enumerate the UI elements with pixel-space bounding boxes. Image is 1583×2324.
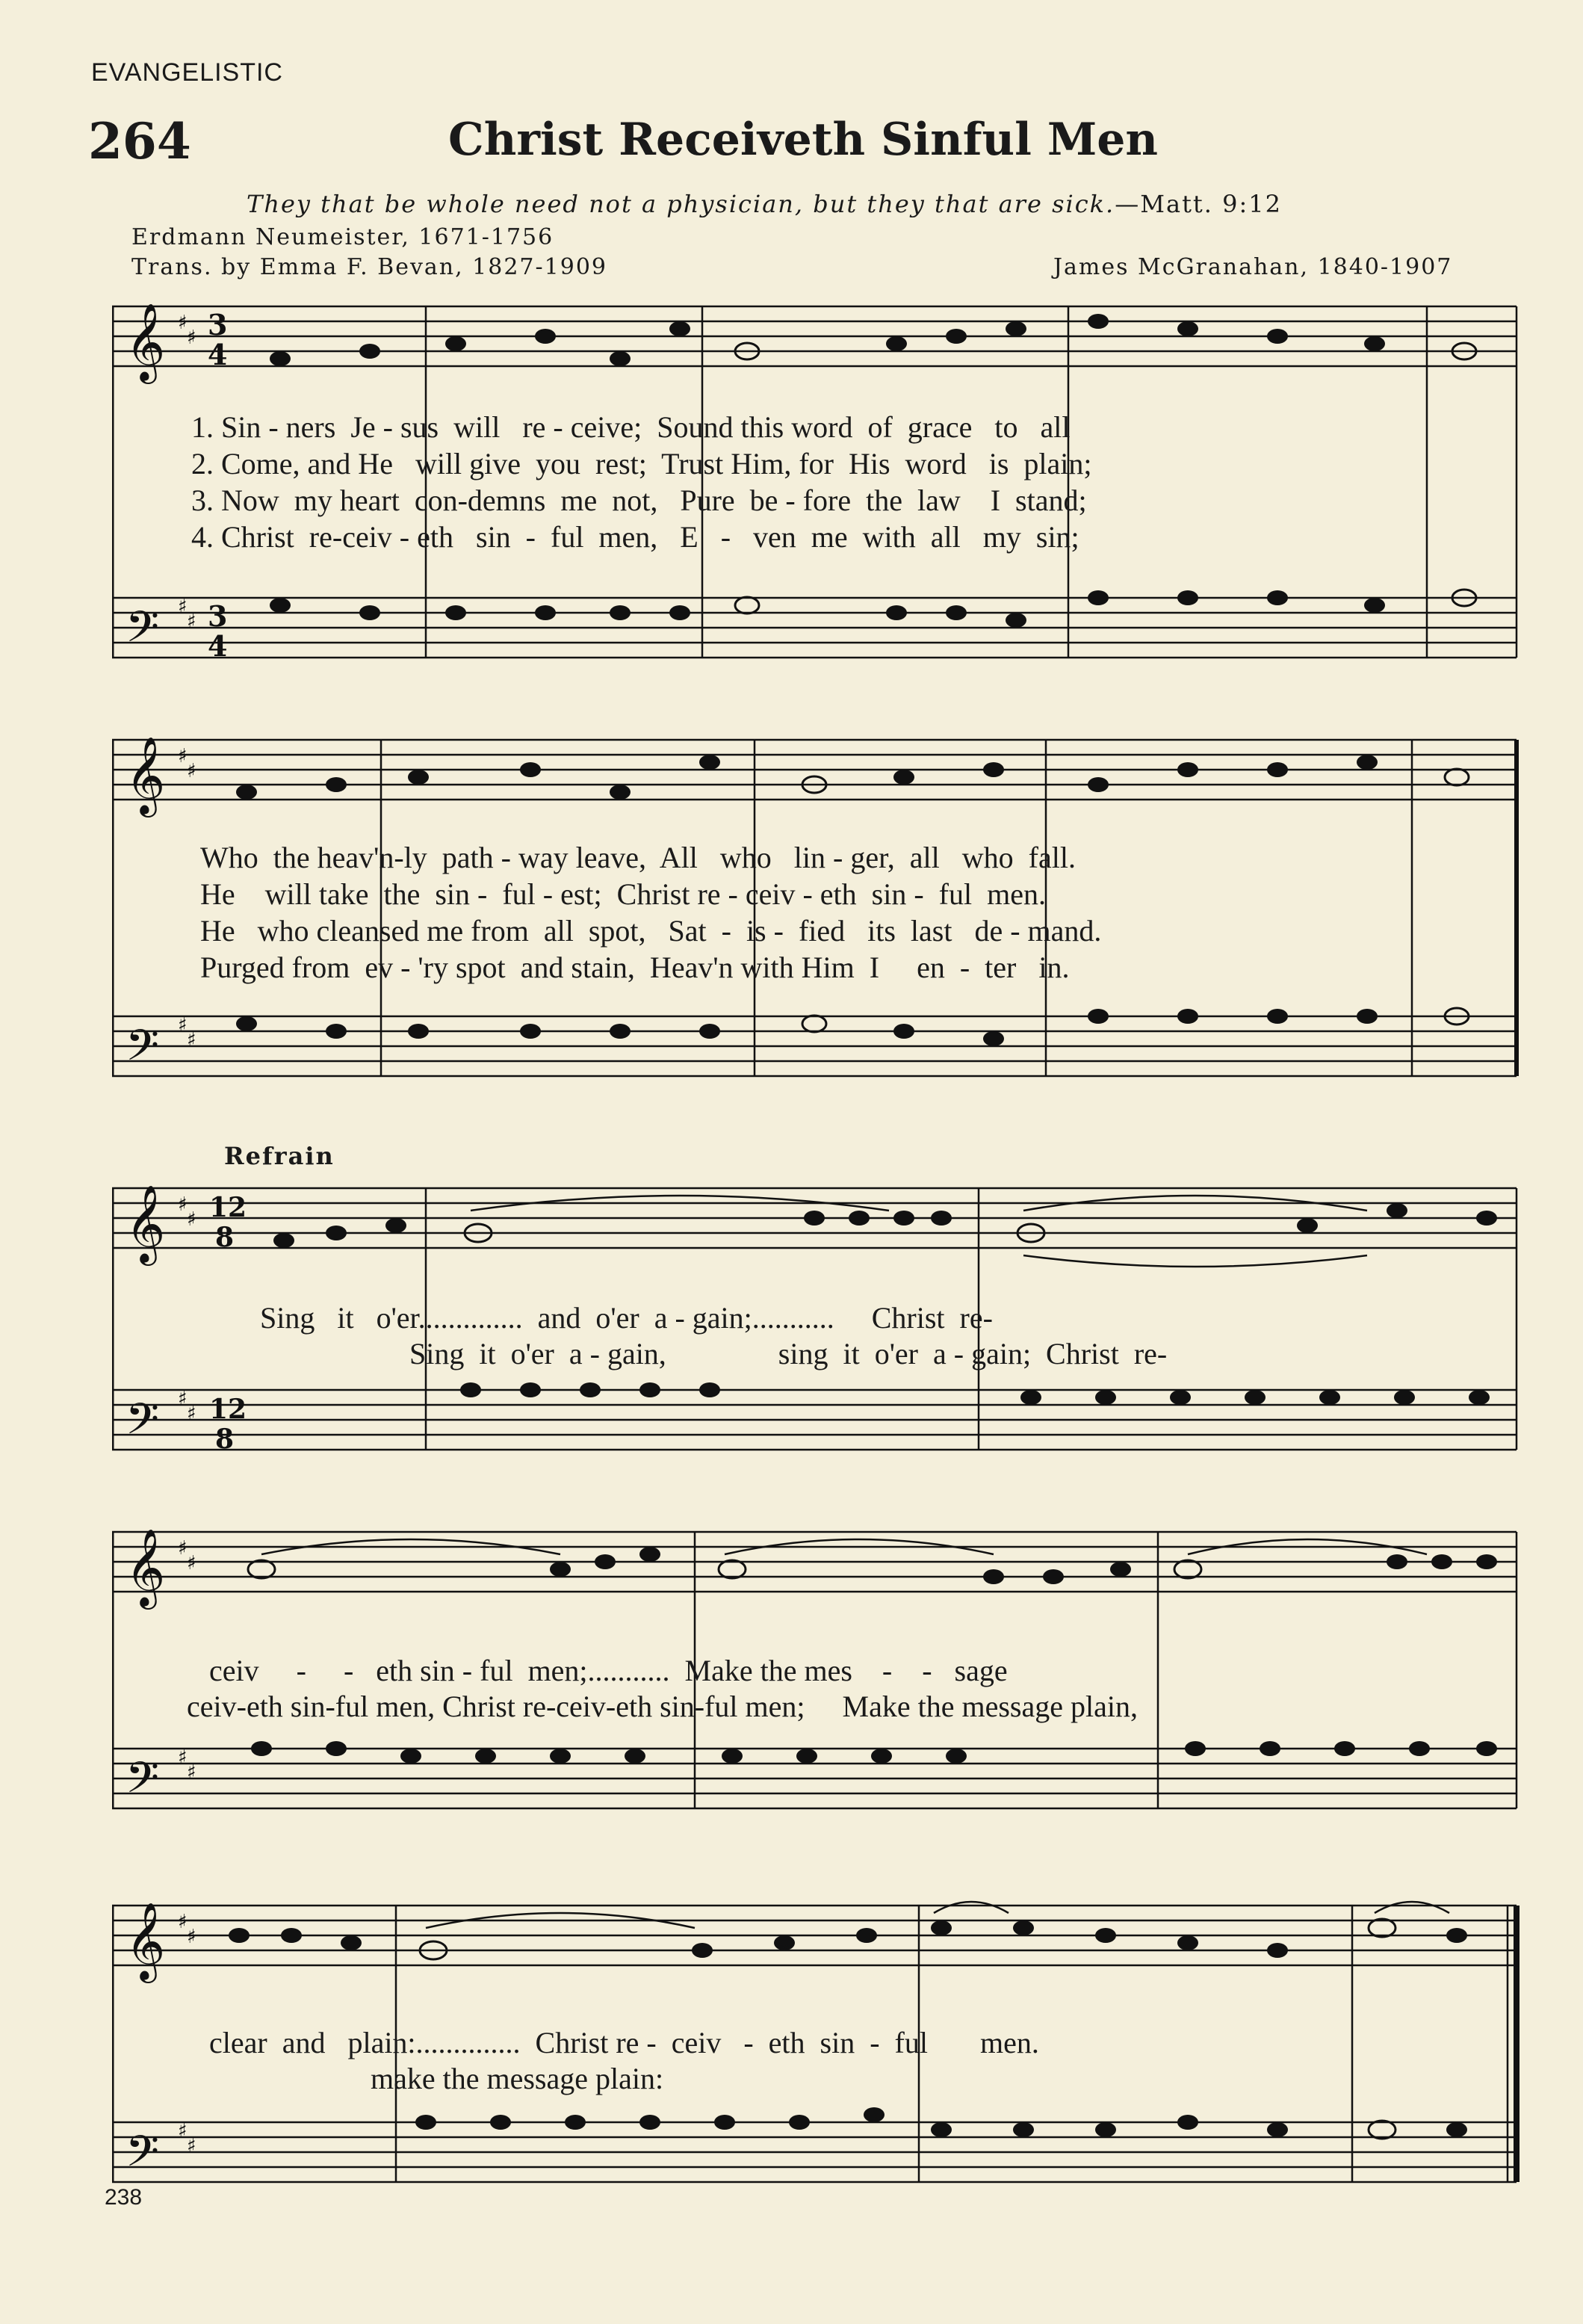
verse-2-line-1: 2. Come, and He will give you rest; Trust Him, for His word is plain; — [191, 447, 1092, 480]
svg-text:♯: ♯ — [187, 327, 196, 349]
refrain-line-3-lower: make the message plain: — [371, 2062, 664, 2095]
svg-text:♯: ♯ — [178, 596, 188, 618]
svg-text:♯: ♯ — [178, 1193, 188, 1216]
verse-2-line-2: He will take the sin - ful - est; Christ re - ceiv - eth sin - ful men. — [200, 877, 1046, 911]
svg-text:♯: ♯ — [178, 312, 188, 334]
svg-text:𝄞: 𝄞 — [126, 1902, 166, 1980]
svg-text:♯: ♯ — [187, 2135, 196, 2157]
svg-text:♯: ♯ — [187, 611, 196, 633]
svg-text:𝄢: 𝄢 — [126, 1752, 160, 1814]
music-system-2 — [112, 717, 1531, 1106]
svg-text:8: 8 — [215, 1222, 235, 1253]
refrain-line-1-lower: Sing it o'er a - gain, sing it o'er a - gain; Christ re- — [409, 1337, 1168, 1370]
refrain-line-2-lower: ceiv-eth sin-ful men, Christ re-ceiv-eth sin-ful men; Make the message plain, — [187, 1690, 1138, 1723]
refrain-line-2-upper: ceiv - - eth sin - ful men;........... Make the mes - - sage — [209, 1654, 1008, 1687]
svg-text:𝄢: 𝄢 — [126, 1394, 160, 1455]
svg-text:♯: ♯ — [178, 1388, 188, 1410]
svg-text:♯: ♯ — [187, 1926, 196, 1948]
svg-text:♯: ♯ — [187, 1208, 196, 1231]
svg-text:3: 3 — [208, 599, 228, 633]
author-credit: Erdmann Neumeister, 1671-1756 — [131, 224, 554, 250]
svg-text:♯: ♯ — [187, 1761, 196, 1784]
treble-clef-icon: 𝄞 — [126, 303, 166, 381]
refrain-line-1-upper: Sing it o'er.............. and o'er a - gain;........... Christ re- — [260, 1301, 993, 1335]
svg-text:𝄢: 𝄢 — [126, 1020, 160, 1081]
svg-text:♯: ♯ — [178, 745, 188, 767]
verse-4-line-2: Purged from ev - 'ry spot and stain, Heav'n with Him I en - ter in. — [200, 951, 1070, 984]
hymn-number: 264 — [88, 112, 191, 170]
svg-text:4: 4 — [208, 629, 228, 663]
bass-clef-icon: 𝄢 — [126, 602, 160, 663]
svg-text:12: 12 — [209, 1394, 247, 1425]
svg-text:♯: ♯ — [187, 1552, 196, 1574]
svg-text:♯: ♯ — [178, 1014, 188, 1036]
refrain-label: Refrain — [224, 1142, 335, 1170]
verse-1-line-1: 1. Sin - ners Je - sus will re - ceive; Sound this word of grace to all — [191, 410, 1071, 444]
section-label: EVANGELISTIC — [91, 58, 283, 87]
svg-text:♯: ♯ — [178, 1746, 188, 1769]
svg-text:♯: ♯ — [187, 1403, 196, 1425]
svg-text:♯: ♯ — [187, 760, 196, 782]
svg-text:♯: ♯ — [178, 1911, 188, 1933]
time-sig-top: 3 — [208, 308, 228, 342]
verse-3-line-2: He who cleansed me from all spot, Sat - is - fied its last de - mand. — [200, 914, 1102, 948]
svg-text:𝄞: 𝄞 — [126, 736, 166, 815]
svg-text:♯: ♯ — [178, 2120, 188, 2142]
svg-text:♯: ♯ — [178, 1537, 188, 1560]
epigraph-reference: —Matt. 9:12 — [1115, 190, 1282, 218]
svg-text:12: 12 — [209, 1192, 247, 1223]
verse-1-line-2: Who the heav'n-ly path - way leave, All who lin - ger, all who fall. — [200, 841, 1076, 874]
svg-text:𝄞: 𝄞 — [126, 1184, 166, 1263]
refrain-line-3-upper: clear and plain:.............. Christ re - ceiv - eth sin - ful men. — [209, 2026, 1039, 2059]
epigraph — [247, 190, 1282, 218]
svg-text:8: 8 — [215, 1424, 235, 1455]
svg-text:♯: ♯ — [187, 1029, 196, 1051]
epigraph-text: They that be whole need not a physician, but they that are sick. — [247, 190, 1115, 218]
svg-text:𝄞: 𝄞 — [126, 1528, 166, 1607]
translator-credit: Trans. by Emma F. Bevan, 1827-1909 — [131, 254, 608, 280]
hymn-title: Christ Receiveth Sinful Men — [448, 114, 1159, 166]
page-number: 238 — [105, 2185, 143, 2210]
verse-4-line-1: 4. Christ re-ceiv - eth sin - ful men, E - ven me with all my sin; — [191, 520, 1079, 554]
composer-credit: James McGranahan, 1840-1907 — [1053, 254, 1453, 280]
time-sig-bottom: 4 — [208, 338, 228, 371]
svg-text:𝄢: 𝄢 — [126, 2126, 160, 2187]
verse-3-line-1: 3. Now my heart con-demns me not, Pure be - fore the law I stand; — [191, 483, 1087, 517]
